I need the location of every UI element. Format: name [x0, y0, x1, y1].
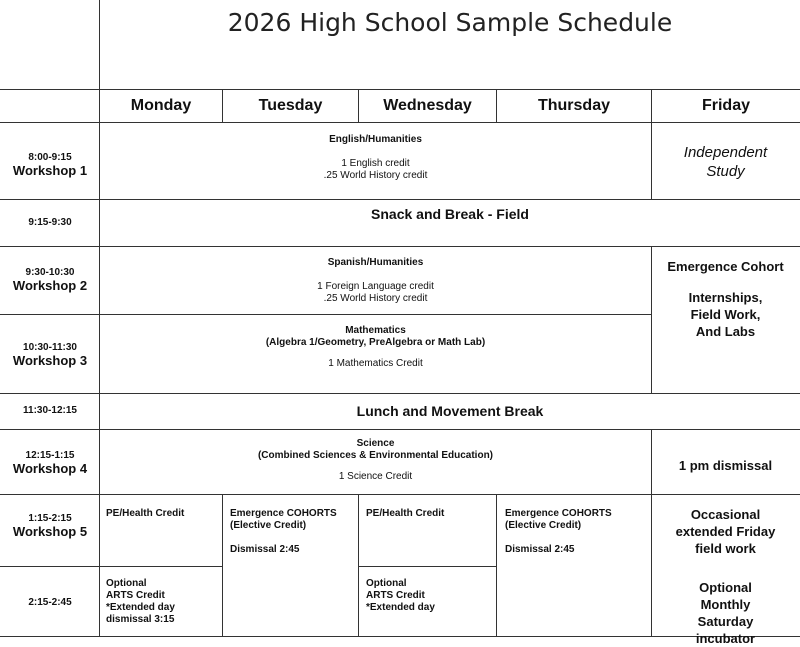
optional-label: Optional: [106, 578, 147, 589]
grid-line: [0, 246, 800, 247]
time-range: 11:30-12:15: [23, 405, 77, 416]
block-title: Mathematics: [345, 325, 406, 336]
time-slot-7: [0, 513, 100, 539]
workshop-label: Workshop 3: [12, 353, 88, 368]
friday-independent-study: Independent Study: [683, 144, 768, 180]
science-block: [100, 438, 651, 483]
grid-line: [0, 199, 800, 200]
time-slot-3: [0, 267, 100, 293]
friday-dismissal: 1 pm dismissal: [678, 458, 773, 473]
credit-line: 1 Foreign Language credit: [317, 281, 434, 292]
arts-credit-label: ARTS Credit: [106, 590, 165, 601]
english-block: [100, 134, 651, 182]
credit-line: 1 English credit: [341, 158, 410, 169]
workshop-label: Workshop 2: [12, 278, 88, 293]
grid-line: [496, 494, 497, 637]
time-slot-8: [0, 597, 100, 608]
grid-line: [222, 494, 223, 637]
page-title: 2026 High School Sample Schedule: [227, 8, 673, 37]
optional-label: Optional: [366, 578, 407, 589]
credit-line: 1 Science Credit: [338, 471, 413, 482]
day-header-tuesday: Tuesday: [258, 97, 323, 114]
block-title: English/Humanities: [329, 134, 422, 145]
credit-line: .25 World History credit: [323, 293, 428, 304]
elective-label: (Elective Credit): [505, 520, 582, 531]
friday-incubator: Optional Monthly Saturday incubator: [695, 580, 756, 646]
dismissal-label: dismissal 3:15: [106, 614, 175, 625]
snack-break: Snack and Break - Field: [371, 206, 529, 222]
time-range: 10:30-11:30: [23, 342, 77, 353]
workshop-label: Workshop 1: [12, 163, 88, 178]
lunch-break: Lunch and Movement Break: [356, 403, 544, 419]
day-header-friday: Friday: [701, 97, 750, 114]
time-range: 8:00-9:15: [28, 152, 72, 163]
credit-line: 1 Mathematics Credit: [328, 358, 423, 369]
friday-emergence-body: Internships, Field Work, And Labs: [688, 290, 763, 339]
block-title: Spanish/Humanities: [327, 257, 424, 268]
grid-line: [358, 566, 496, 567]
dismissal-label: Dismissal 2:45: [230, 544, 300, 555]
time-range: 2:15-2:45: [28, 597, 72, 608]
time-slot-5: [0, 405, 100, 416]
grid-line: [0, 429, 800, 430]
grid-line: [0, 122, 800, 123]
friday-extended-fieldwork: Occasional extended Friday field work: [675, 507, 776, 556]
elective-label: (Elective Credit): [230, 520, 307, 531]
time-range: 1:15-2:15: [28, 513, 72, 524]
emergence-label: Emergence COHORTS: [505, 508, 612, 519]
dismissal-label: Dismissal 2:45: [505, 544, 575, 555]
wednesday-pe-health: PE/Health Credit: [366, 508, 445, 519]
time-range: 12:15-1:15: [25, 450, 75, 461]
monday-arts: [106, 578, 175, 626]
workshop-label: Workshop 4: [12, 461, 88, 476]
grid-line: [358, 494, 359, 637]
thursday-emergence: [505, 508, 612, 556]
grid-line: [0, 314, 651, 315]
day-header-thursday: Thursday: [537, 97, 610, 114]
grid-line: [0, 393, 800, 394]
day-header-wednesday: Wednesday: [383, 97, 472, 114]
time-range: 9:15-9:30: [28, 217, 72, 228]
grid-line: [0, 566, 222, 567]
tuesday-emergence: [230, 508, 337, 556]
workshop-label: Workshop 5: [12, 524, 88, 539]
extended-day-label: *Extended day: [366, 602, 435, 613]
arts-credit-label: ARTS Credit: [366, 590, 425, 601]
wednesday-arts: [366, 578, 435, 614]
spanish-block: [100, 257, 651, 305]
monday-pe-health: PE/Health Credit: [106, 508, 185, 519]
block-subtitle: (Algebra 1/Geometry, PreAlgebra or Math Lab): [265, 337, 486, 348]
day-header-monday: Monday: [130, 97, 192, 114]
time-slot-6: [0, 450, 100, 476]
time-slot-1: [0, 152, 100, 178]
friday-emergence-title: Emergence Cohort: [667, 259, 784, 274]
grid-line: [0, 494, 800, 495]
time-range: 9:30-10:30: [25, 267, 75, 278]
extended-day-label: *Extended day: [106, 602, 175, 613]
credit-line: .25 World History credit: [323, 170, 428, 181]
block-title: Science: [356, 438, 395, 449]
math-block: [100, 325, 651, 370]
time-slot-4: [0, 342, 100, 368]
time-slot-2: [0, 217, 100, 228]
emergence-label: Emergence COHORTS: [230, 508, 337, 519]
block-subtitle: (Combined Sciences & Environmental Education): [257, 450, 494, 461]
